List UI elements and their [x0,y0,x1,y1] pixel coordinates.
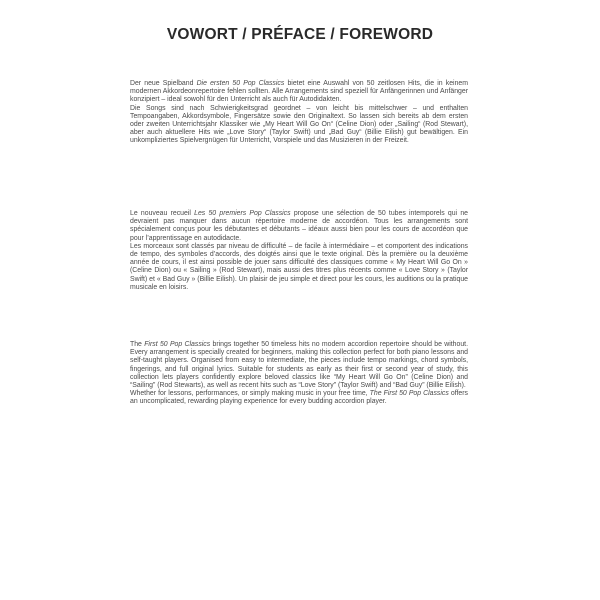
english-p1-text-start: The [130,341,145,348]
foreword-german [130,80,468,146]
english-p2-text-start: Whether for lessons, performances, or simply making music in your free time, [130,390,370,398]
french-p1-text-end: propose une sélection de 50 tubes intemporels qui ne devraient pas manquer dans aucun répertoire moderne de accordéon. Tous les arrangements sont spécialement conçus pour les débutantes et débutants – idéaux aussi bien pour les cours de accordéon que pour l’apprentissage en autodidacte. [130,210,468,242]
page-title: VOWORT / PRÉFACE / FOREWORD [166,26,434,43]
english-p1-text-end: brings together 50 timeless hits no modern accordion repertoire should be without. Every arrangement is specially created for beginners, making this collection perfect for both piano lessons and self-taught players. Organised from easy to intermediate, the pieces include tempo markings, chord symbols, fingerings, and full original lyrics. Suitable for students as early as their first or second year of study, this collection lets players confidently explore beloved classics like “My Heart Will Go On” (Celine Dion) and “Sailing” (Rod Stewarts), as well as recent hits such as “Love Story” (Taylor Swift) and “Bad Guy” (Billie Eilish). [130,341,468,390]
english-book-title: First 50 Pop Classics [144,341,211,348]
foreword-english [130,341,468,407]
french-p1-text-start: Le nouveau recueil [130,210,195,217]
german-paragraph-2: Die Songs sind nach Schwierigkeitsgrad geordnet – von leicht bis mittelschwer – und enthalten Tempoangaben, Akkordsymbole, Fingersätze sowie den Originaltext. So lassen sich bereits ab dem ersten oder zweiten Unterrichtsjahr Klassiker wie „My Heart Will Go On“ (Celine Dion) oder „Sailing“ (Rod Stewart), aber auch aktuellere Hits wie „Love Story“ (Taylor Swift) und „Bad Guy“ (Billie Eilish) gut bewältigen. Ein unkompliziertes Spielvergnügen für Unterricht, Vorspiele und das Musizieren in der Freizeit. [130,104,468,145]
german-p1-text-end: bietet eine Auswahl von 50 zeitlosen Hits, die in keinem modernen Akkordeonrepertoire fehlen sollten. Alle Arrangements sind speziell für Anfängerinnen und Anfänger konzipiert – ideal sowohl für den Unterricht als auch für Autodidakten. [130,80,468,104]
english-p2-text-end: offers an uncomplicated, rewarding playing experience for every budding accordion player. [130,390,468,406]
french-paragraph-1 [130,210,468,243]
french-paragraph-2: Les morceaux sont classés par niveau de difficulté – de facile à intermédiaire – et comportent des indications de tempo, des symboles d’accords, des doigtés ainsi que le texte original. Dès la première ou la deuxième année de cours, il est ainsi possible de jouer sans difficulté des classiques comme « My Heart Will Go On » (Celine Dion) ou « Sailing » (Rod Stewart), mais aussi des titres plus récents comme « Love Story » (Taylor Swift) et « Bad Guy » (Billie Eilish). Un plaisir de jeu simple et direct pour les cours, les auditions ou la pratique musicale en loisirs. [130,242,468,291]
english-paragraph-1 [130,341,468,390]
foreword-french [130,210,468,292]
english-book-title-2: The First 50 Pop Classics [369,390,449,398]
german-paragraph-1 [130,80,468,105]
french-book-title: Les 50 premiers Pop Classics [194,210,291,217]
german-book-title: Die ersten 50 Pop Classics [196,80,285,87]
german-p1-text-start: Der neue Spielband [130,80,197,87]
english-paragraph-2 [130,390,468,406]
